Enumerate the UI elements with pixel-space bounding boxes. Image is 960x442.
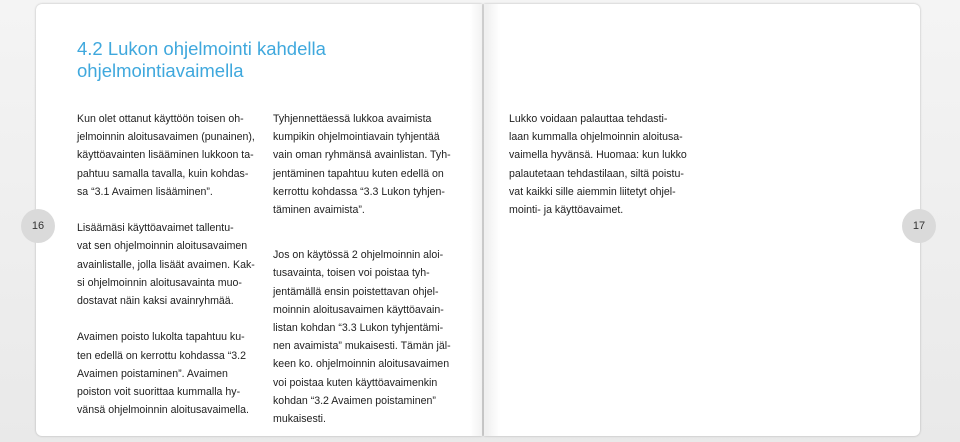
text-line: pahtuu samalla tavalla, kuin kohdas- xyxy=(77,167,249,180)
text-line: Tyhjennettäessä lukkoa avaimista xyxy=(273,113,432,125)
text-line: jentämällä ensin poistettavan ohjel- xyxy=(273,285,439,298)
text-line: nen avaimista” mukaisesti. Tämän jäl- xyxy=(273,340,451,353)
text-line: laan kummalla ohjelmoinnin aloitusa- xyxy=(509,131,683,144)
text-line: moinnin aloitusavaimen käyttöavain- xyxy=(273,303,444,316)
text-line: tusavainta, toisen voi poistaa tyh- xyxy=(273,267,430,280)
text-line: täminen avaimista”. xyxy=(273,204,365,217)
text-line: vänsä ohjelmoinnin aloitusavaimella. xyxy=(77,404,249,417)
text-line: jelmoinnin aloitusavaimen (punainen), xyxy=(77,131,255,144)
paragraph xyxy=(77,328,267,419)
text-line: mointi- ja käyttöavaimet. xyxy=(509,204,624,217)
text-line: sa “3.1 Avaimen lisääminen”. xyxy=(77,185,213,198)
text-line: käyttöavainten lisääminen lukkoon ta- xyxy=(77,149,254,162)
text-line: voi poistaa kuten käyttöavaimenkin xyxy=(273,376,438,389)
text-line: avainlistalle, jolla lisäät avaimen. Kak- xyxy=(77,258,255,271)
text-line: poiston voit suorittaa kummalla hy- xyxy=(77,386,241,399)
text-line: jentäminen tapahtuu kuten edellä on xyxy=(273,167,444,180)
book-gutter xyxy=(470,4,500,436)
text-line: vat kaikki sille aiemmin liitetyt ohjel- xyxy=(509,185,676,198)
text-line: si ohjelmoinnin aloitusavainta muo- xyxy=(77,276,242,289)
paragraph xyxy=(77,219,267,310)
text-line: palautetaan tehdastilaan, siltä poistu- xyxy=(509,167,684,180)
title-line: 4.2 Lukon ohjelmointi kahdella xyxy=(77,38,326,59)
text-line: Avaimen poistaminen”. Avaimen xyxy=(77,367,228,380)
text-column-3 xyxy=(509,110,719,219)
text-line: listan kohdan “3.3 Lukon tyhjentämi- xyxy=(273,322,444,335)
text-line: Lisäämäsi käyttöavaimet tallentu- xyxy=(77,222,234,235)
text-line: Avaimen poisto lukolta tapahtuu ku- xyxy=(77,331,245,344)
page-number-left: 16 xyxy=(21,209,55,243)
paragraph xyxy=(509,110,719,219)
text-line: Jos on käytössä 2 ohjelmoinnin aloi- xyxy=(273,249,444,262)
paragraph xyxy=(273,246,463,428)
paragraph xyxy=(77,110,267,201)
section-title xyxy=(77,38,377,82)
text-line: kerrottu kohdassa “3.3 Lukon tyhjen- xyxy=(273,185,445,198)
text-line: vat sen ohjelmoinnin aloitusavaimen xyxy=(77,240,248,253)
text-line: mukaisesti. xyxy=(273,413,326,426)
text-line: dostavat näin kaksi avainryhmää. xyxy=(77,295,234,308)
right-page xyxy=(484,4,920,436)
text-line: ten edellä on kerrottu kohdassa “3.2 xyxy=(77,349,247,362)
page-number-right: 17 xyxy=(902,209,936,243)
text-line: kohdan “3.2 Avaimen poistaminen” xyxy=(273,394,436,407)
text-column-2 xyxy=(273,110,463,428)
text-line: vain oman ryhmänsä avainlistan. Tyh- xyxy=(273,149,451,162)
text-line: keen ko. ohjelmoinnin aloitusavaimen xyxy=(273,358,450,371)
text-line: Kun olet ottanut käyttöön toisen oh- xyxy=(77,113,244,125)
text-line: vaimella hyvänsä. Huomaa: kun lukko xyxy=(509,149,687,162)
text-line: kumpikin ohjelmointiavain tyhjentää xyxy=(273,131,440,144)
text-line: Lukko voidaan palauttaa tehdasti- xyxy=(509,113,668,125)
text-column-1 xyxy=(77,110,267,419)
title-line: ohjelmointiavaimella xyxy=(77,60,244,81)
paragraph xyxy=(273,110,463,219)
